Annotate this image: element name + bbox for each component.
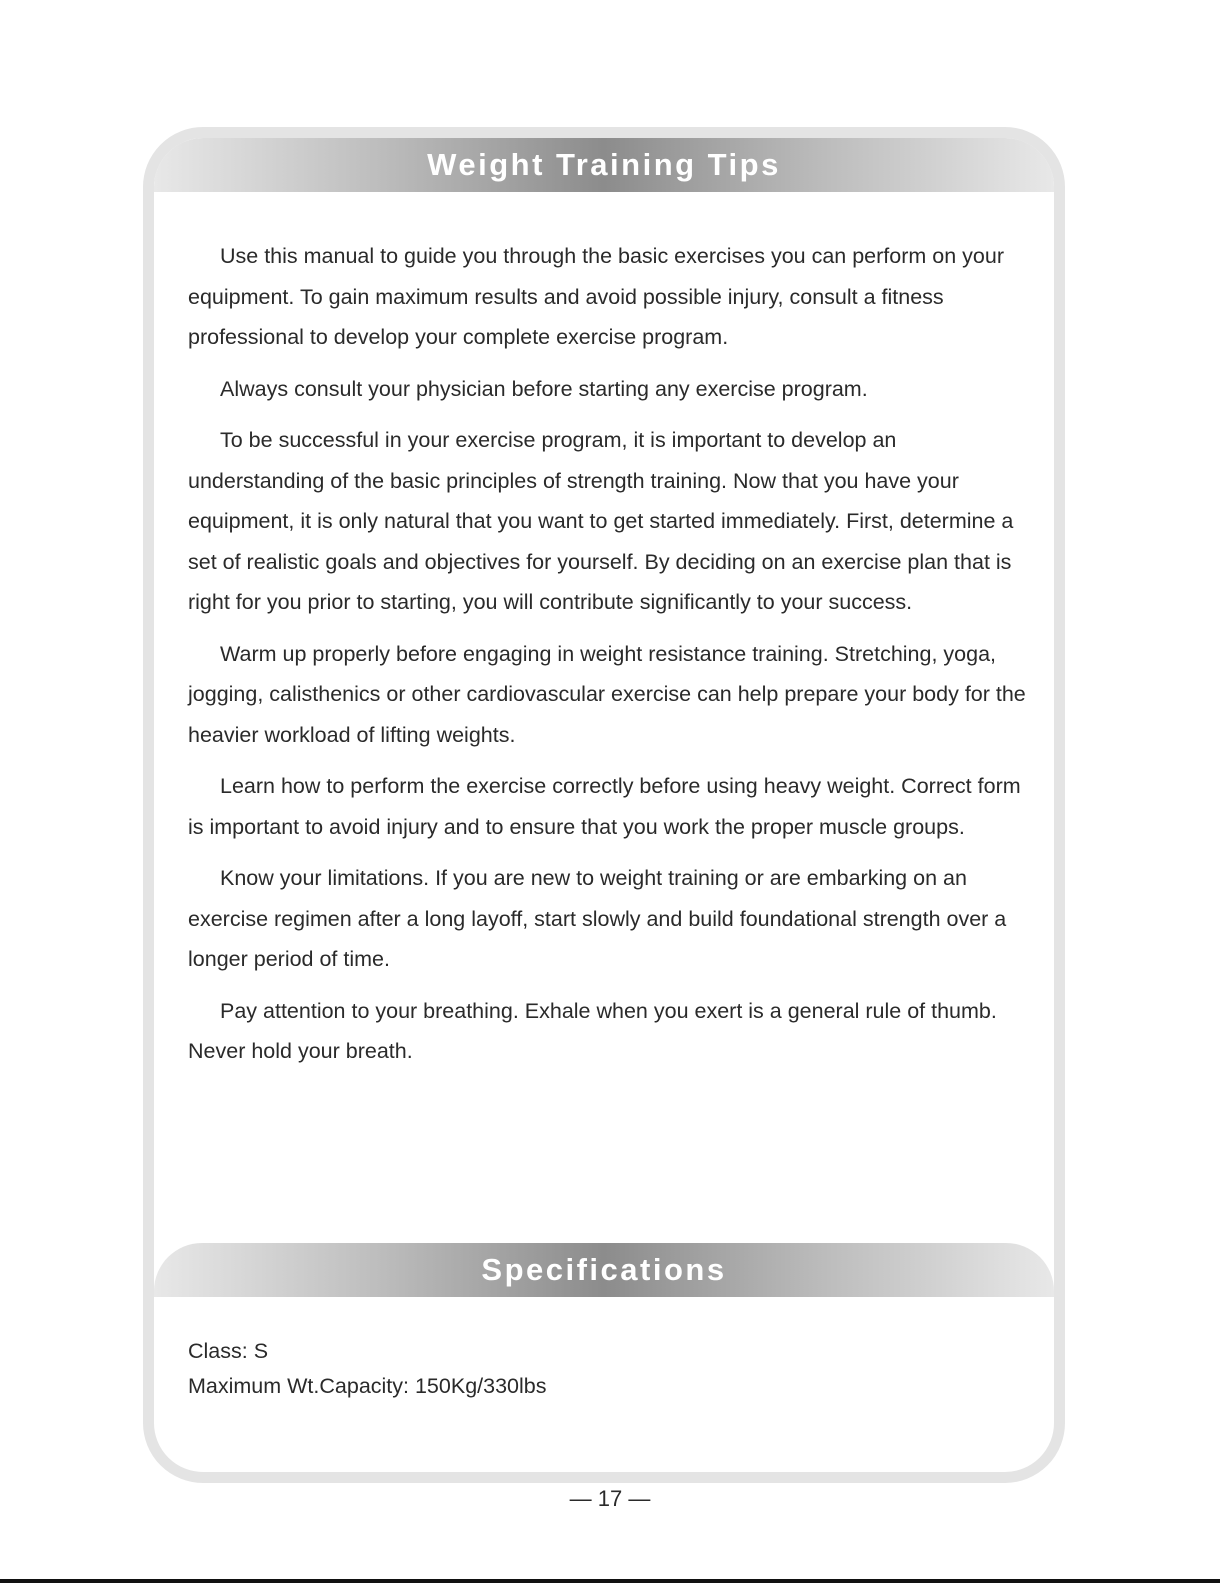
tips-header-bar — [154, 138, 1054, 192]
specs-title: Specifications — [481, 1252, 727, 1287]
specs-body — [188, 1334, 1028, 1404]
page-number: — 17 — — [569, 1486, 651, 1511]
spec-capacity: Maximum Wt.Capacity: 150Kg/330lbs — [188, 1374, 547, 1398]
tips-body — [188, 236, 1028, 1083]
tips-paragraph: Pay attention to your breathing. Exhale when you exert is a general rule of thumb. Never hold your breath. — [188, 998, 997, 1063]
page-frame — [143, 127, 1065, 1483]
bottom-rule — [0, 1579, 1220, 1583]
tips-paragraph: Always consult your physician before starting any exercise program. — [220, 376, 868, 401]
spec-class: Class: S — [188, 1339, 269, 1363]
tips-title: Weight Training Tips — [427, 147, 781, 182]
tips-paragraph: Learn how to perform the exercise correctly before using heavy weight. Correct form is important to avoid injury and to ensure that you work the proper muscle groups. — [188, 774, 1021, 839]
tips-paragraph: To be successful in your exercise program, it is important to develop an understanding of the basic principles of strength training. Now that you have your equipment, it is only natural that you want to get started immediately. First, determine a set of realistic goals and objectives for yourself. By deciding on an exercise plan that is right for you prior to starting, you will contribute significantly to your success. — [188, 428, 1014, 614]
specs-header-bar — [154, 1243, 1054, 1297]
tips-paragraph: Warm up properly before engaging in weight resistance training. Stretching, yoga, jogging, calisthenics or other cardiovascular exercise can help prepare your body for the heavier workload of lifting weights. — [188, 641, 1026, 747]
tips-paragraph: Know your limitations. If you are new to weight training or are embarking on an exercise regimen after a long layoff, start slowly and build foundational strength over a longer period of time. — [188, 866, 1007, 971]
tips-paragraph: Use this manual to guide you through the basic exercises you can perform on your equipment. To gain maximum results and avoid possible injury, consult a fitness professional to develop your complete exercise program. — [188, 244, 1004, 349]
